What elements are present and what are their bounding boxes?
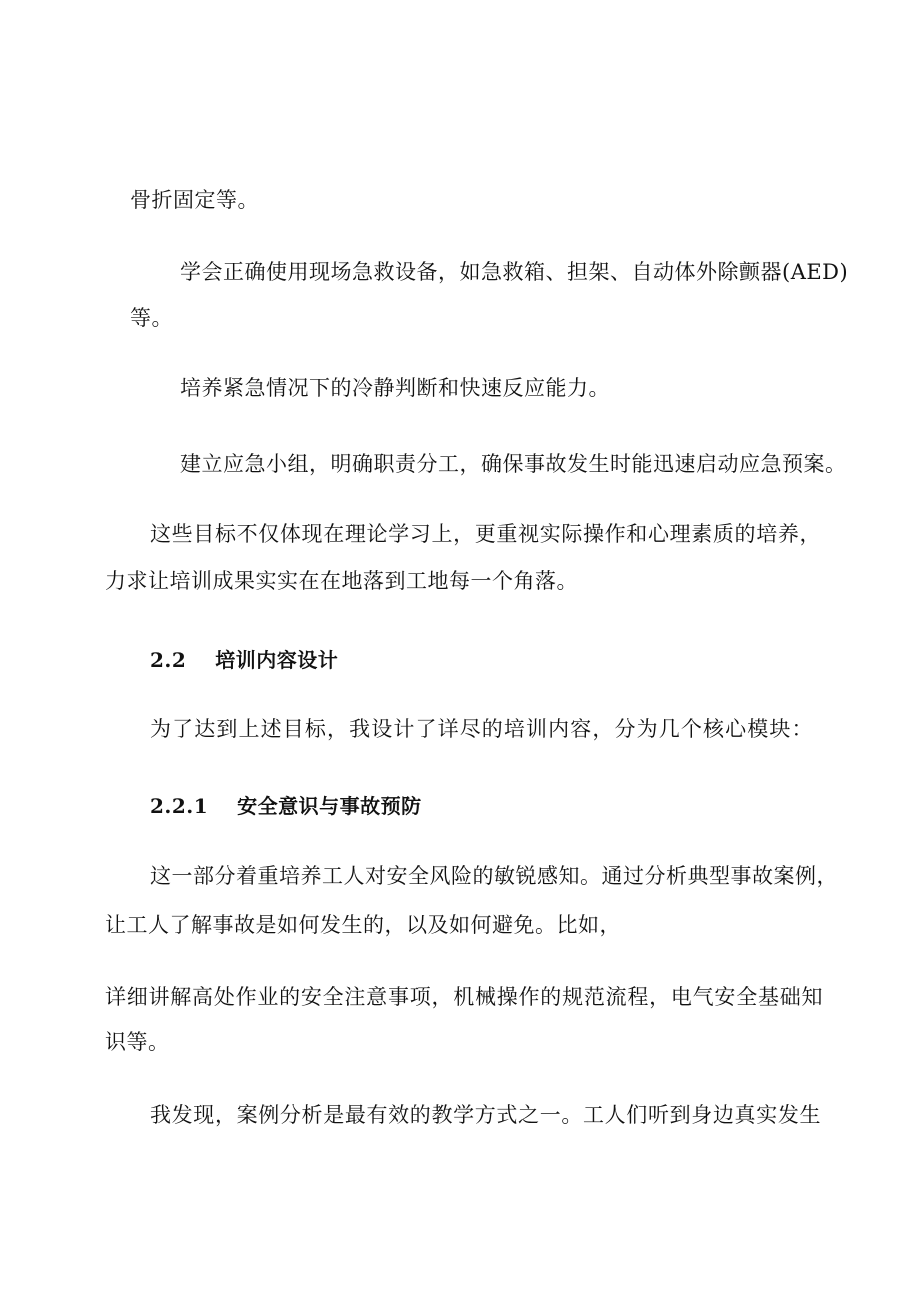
section-heading-2-2-1 — [150, 791, 422, 821]
body-line: 骨折固定等。 — [130, 188, 259, 212]
section-title: 培训内容设计 — [215, 648, 339, 672]
body-line: 培养紧急情况下的冷静判断和快速反应能力。 — [180, 376, 610, 400]
body-line: 力求让培训成果实实在在地落到工地每一个角落。 — [105, 569, 578, 593]
body-line: 等。 — [130, 306, 173, 330]
section-heading-2-2 — [150, 645, 338, 675]
body-line: 我发现，案例分析是最有效的教学方式之一。工人们听到身边真实发生 — [150, 1103, 821, 1127]
body-line: 识等。 — [105, 1030, 170, 1054]
body-line: 学会正确使用现场急救设备，如急救箱、担架、自动体外除颤器(AED) — [180, 260, 849, 284]
section-title: 安全意识与事故预防 — [237, 794, 422, 818]
section-number: 2.2.1 — [150, 794, 209, 818]
body-line: 详细讲解高处作业的安全注意事项，机械操作的规范流程，电气安全基础知 — [105, 985, 823, 1009]
body-line: 为了达到上述目标，我设计了详尽的培训内容，分为几个核心模块： — [150, 717, 813, 741]
section-number: 2.2 — [150, 648, 187, 672]
body-line: 这些目标不仅体现在理论学习上，更重视实际操作和心理素质的培养， — [150, 522, 821, 546]
body-line: 这一部分着重培养工人对安全风险的敏锐感知。通过分析典型事故案例， — [150, 864, 838, 888]
body-line: 让工人了解事故是如何发生的，以及如何避免。比如， — [105, 913, 621, 937]
body-line: 建立应急小组，明确职责分工，确保事故发生时能迅速启动应急预案。 — [180, 452, 847, 476]
